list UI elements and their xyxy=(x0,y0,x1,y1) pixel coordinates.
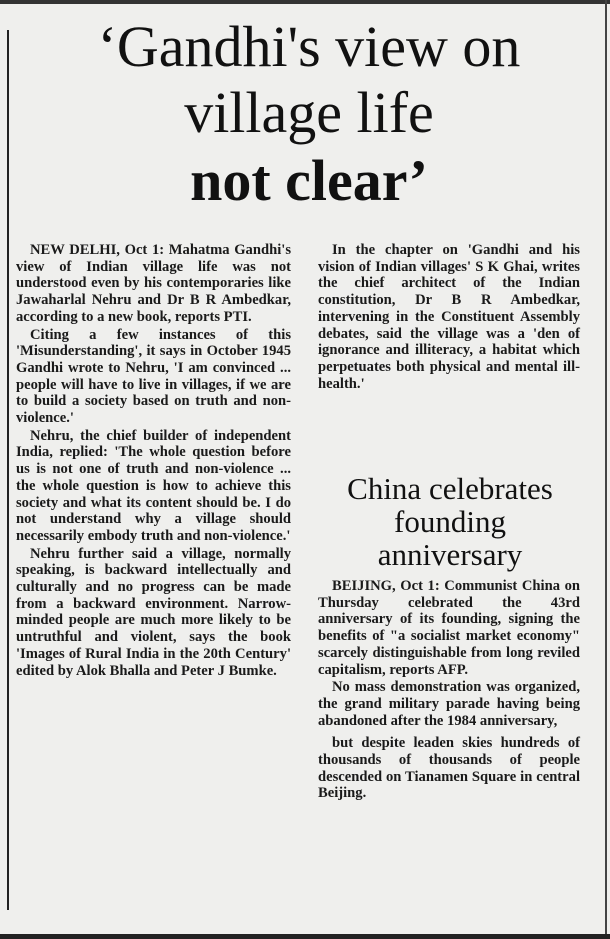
china-headline xyxy=(300,472,600,571)
china-article-body xyxy=(318,578,580,802)
china-paragraph-1: BEIJING, Oct 1: Communist China on Thursday celebrated the 43rd anniversary of its founding, signing the benefits of "a socialist market economy" scarcely distinguishable from long reviled capitalism, reports AFP. xyxy=(318,578,580,678)
right-border-rule xyxy=(605,0,607,935)
main-headline xyxy=(14,14,604,216)
headline-line-1: ‘Gandhi's view on xyxy=(97,14,521,79)
left-column-rule xyxy=(7,30,9,910)
article-paragraph-3: Nehru, the chief builder of independent India, replied: 'The whole question before us is not one of truth and non-violence ... the whole question is how to achieve this society and what its content should be. I do not understand why a village should necessarily embody truth and non-violence.' xyxy=(16,427,291,544)
china-headline-line-1: China celebrates xyxy=(347,471,553,506)
article-paragraph-1: NEW DELHI, Oct 1: Mahatma Gandhi's view of Indian village life was not understood even by his contemporaries like Jawaharlal Nehru and Dr B R Ambedkar, according to a new book, reports PTI. xyxy=(16,242,291,325)
article-left-column xyxy=(16,242,291,679)
top-border-rule xyxy=(0,0,610,4)
article-paragraph-4: Nehru further said a village, normally speaking, is backward intellectually and culturally and no progress can be made from a backward environment. Narrow-minded people are much more likely to be untruthful and violent, says the book 'Images of Rural India in the 20th Century' edited by Alok Bhalla and Peter J Bumke. xyxy=(16,545,291,679)
bottom-border-rule xyxy=(0,934,610,939)
article-right-column xyxy=(318,242,580,392)
china-headline-line-3: anniversary xyxy=(377,537,523,572)
china-paragraph-3: but despite leaden skies hundreds of thousands of thousands of people descended on Tianamen Square in central Beijing. xyxy=(318,735,580,802)
article-paragraph-5: In the chapter on 'Gandhi and his vision of Indian villages' S K Ghai, writes the chief architect of the Indian constitution, Dr B R Ambedkar, intervening in the Constituent Assembly debates, said the village was a 'den of ignorance and illiteracy, a habitat which perpetuates both physical and mental ill-health.' xyxy=(318,242,580,392)
headline-line-3: not clear’ xyxy=(190,148,428,213)
china-headline-line-2: founding xyxy=(394,504,506,539)
headline-line-2: village life xyxy=(184,80,434,145)
china-paragraph-2: No mass demonstration was organized, the grand military parade having being abandoned after the 1984 anniversary, xyxy=(318,679,580,729)
article-paragraph-2: Citing a few instances of this 'Misunderstanding', it says in October 1945 Gandhi wrote to Nehru, 'I am convinced ... people will have to live in villages, if we are to build a society based on truth and non-violence.' xyxy=(16,326,291,427)
